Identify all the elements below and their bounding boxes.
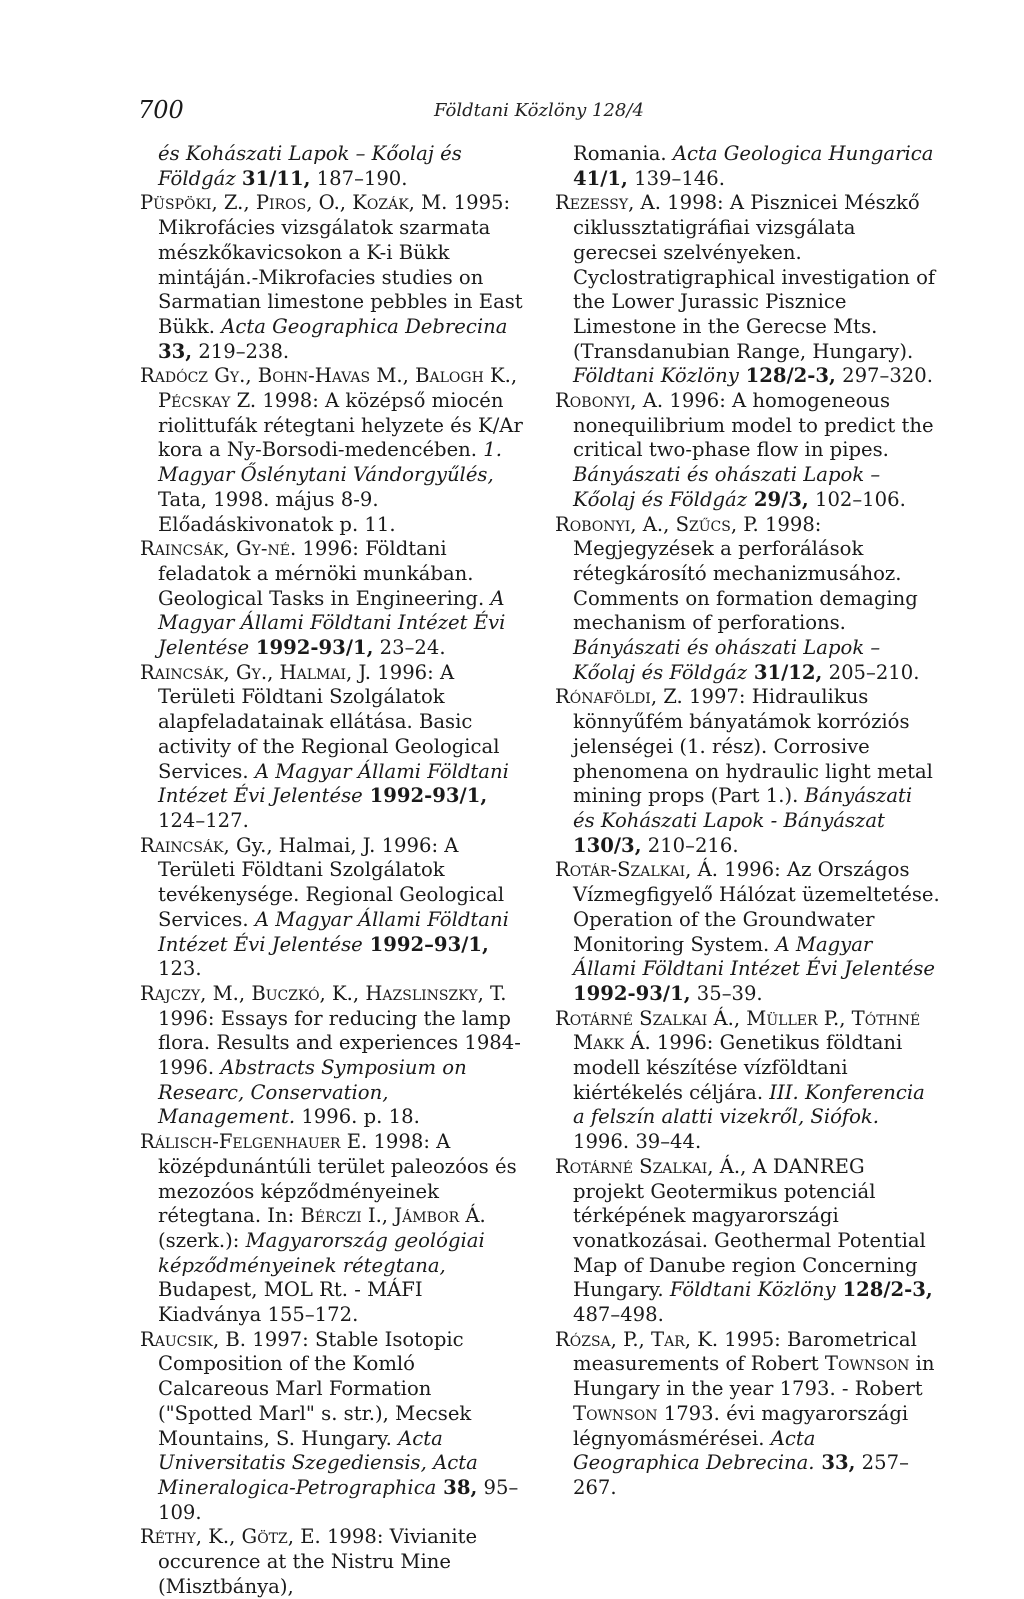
right-column: [555, 142, 940, 1501]
reference-text: 95–109.: [158, 1475, 519, 1524]
reference-text: 210–216.: [641, 833, 739, 857]
reference-entry: [140, 364, 525, 537]
reference-text: 1996: A homogeneous nonequilibrium model to predict the critical two-phase flow in pipes.: [573, 389, 934, 462]
reference-text: 124–127.: [158, 808, 249, 832]
reference-text: in Hungary in the year 1793. - Robert: [573, 1352, 935, 1401]
reference-entry: [140, 191, 525, 364]
reference-authors: Püspöki, Z., Piros, O., Kozák, M.: [140, 191, 448, 215]
reference-entry: [555, 1007, 940, 1155]
reference-text: 128/2-3,: [738, 364, 836, 388]
reference-text: 38,: [436, 1475, 478, 1499]
reference-source: Abstracts Symposium on Researc, Conservation, Management.: [158, 1056, 467, 1129]
reference-text: 1992-93/1,: [362, 784, 488, 808]
reference-authors: Townson: [824, 1352, 910, 1376]
reference-text: 1996: Földtani feladatok a mérnöki munkában. Geological Tasks in Engineering.: [158, 537, 491, 610]
reference-source: Bányászati és ohászati Lapok – Kőolaj és Földgáz: [573, 636, 881, 684]
reference-text: 1998: A Pisznicei Mészkő ciklussztatigráfiai vizsgálata gerecsei szelvényeken. Cyclostratigraphical investigation of the Lower Jurassic Pisznice Limestone in the Gerecse Mts. (Transdanubian Range, Hungary).: [573, 191, 936, 363]
reference-entry: [555, 1155, 940, 1328]
reference-text: 1995: Barometrical measurements of Robert: [573, 1327, 917, 1376]
reference-authors: Rotár-Szalkai, Á.: [555, 858, 718, 882]
reference-text: 1998: A középső miocén riolittufák rétegtani helyzete és K/Ar kora a Ny-Borsodi-medencében.: [158, 389, 523, 462]
reference-text: 33,: [158, 339, 193, 363]
reference-text: 1997: Stable Isotopic Composition of the Komló Calcareous Marl Formation ("Spotted Marl" s. str.), Mecsek Mountains, S. Hungary.: [158, 1327, 472, 1450]
reference-text: 1996: A Területi Földtani Szolgálatok alapfeladatainak ellátása. Basic activity of the Regional Geological Services.: [158, 660, 500, 783]
reference-text: 1998: Vivianite occurence at the Nistru Mine (Misztbánya),: [158, 1525, 478, 1598]
reference-text: 123.: [158, 957, 202, 981]
reference-source: Acta Geologica Hungarica: [672, 142, 934, 165]
reference-authors: Rózsa, P., Tar, K.: [555, 1327, 719, 1351]
reference-text: 187–190.: [310, 166, 408, 190]
reference-authors: Radócz Gy., Bohn-Havas M., Balogh K., Pécskay Z.: [140, 364, 518, 413]
reference-text: 1998: Megjegyzések a perforálások rétegkárosító mechanizmusához. Comments on formation demaging mechanism of perforations.: [573, 512, 918, 635]
reference-authors: Rotárné Szalkai, Á.,: [555, 1154, 747, 1178]
reference-text: 219–238.: [192, 339, 290, 363]
reference-source: Földtani Közlöny: [669, 1278, 836, 1302]
reference-authors: Rajczy, M., Buczkó, K., Hazslinszky, T.: [140, 981, 507, 1005]
reference-authors: Townson: [573, 1401, 658, 1425]
reference-text: 128/2-3,: [835, 1278, 933, 1302]
reference-text: (szerk.):: [158, 1228, 246, 1252]
reference-entry: [555, 685, 940, 858]
reference-source: 1. Magyar Őslénytani Vándorgyűlés,: [158, 438, 502, 487]
reference-entry: [140, 537, 525, 661]
reference-text: 1992-93/1,: [249, 636, 374, 660]
reference-text: 1996: Essays for reducing the lamp flora. Results and experiences 1984-1996.: [158, 1006, 521, 1080]
reference-text: 1793. évi magyarországi légnyomásmérései.: [573, 1401, 909, 1450]
reference-authors: Bérczi I., Jámbor Á.: [300, 1204, 486, 1228]
reference-entry: [140, 661, 525, 834]
reference-text: 1996: Genetikus földtani modell készítése vízföldtani kiértékelés céljára.: [573, 1031, 903, 1104]
reference-source: Acta Geographica Debrecina.: [573, 1426, 816, 1475]
reference-text: 1995: Mikrofácies vizsgálatok szarmata mészkőkavicsokon a K-i Bükk mintáján.-Mikrofacies studies on Sarmatian limestone pebbles in East Bükk.: [158, 191, 523, 338]
reference-authors: Rezessy, A.: [555, 191, 661, 215]
reference-text: 31/12,: [747, 660, 823, 684]
reference-text: 31/11,: [241, 166, 311, 190]
reference-text: 205–210.: [822, 660, 920, 684]
reference-text: Budapest, MOL Rt. - MÁFI Kiadványa 155–172.: [158, 1278, 423, 1327]
reference-text: 35–39.: [690, 981, 763, 1005]
reference-source: Bányászati és Kohászati Lapok - Bányászat: [573, 784, 913, 832]
reference-source: Földtani Közlöny: [573, 364, 739, 388]
reference-entry: [140, 834, 525, 982]
reference-source: Bányászati és ohászati Lapok – Kőolaj és Földgáz: [573, 463, 881, 511]
reference-text: 41/1,: [573, 166, 628, 190]
reference-text: 1996. 39–44.: [573, 1130, 702, 1154]
reference-authors: Robonyi, A., Szűcs, P.: [555, 512, 759, 536]
reference-authors: Raucsik, B.: [140, 1327, 247, 1351]
reference-source: Acta Geographica Debrecina: [221, 314, 508, 338]
reference-text: 139–146.: [627, 166, 725, 190]
reference-text: Tata, 1998. május 8-9. Előadáskivonatok p. 11.: [158, 487, 396, 536]
reference-text: 1992–93/1,: [362, 932, 489, 956]
reference-source: Acta Universitatis Szegediensis, Acta Mineralogica-Petrographica: [158, 1426, 478, 1499]
reference-entry: [140, 1328, 525, 1526]
reference-entry: [555, 389, 940, 513]
reference-text: 23–24.: [373, 636, 446, 660]
page-number: 700: [138, 96, 184, 124]
reference-text: 1998: A középdunántúli terület paleozóos és mezozóos képződményeinek rétegtana. In:: [158, 1130, 517, 1228]
reference-authors: Raincsák, Gy., Halmai, J.: [140, 660, 372, 684]
reference-text: 1996. p. 18.: [295, 1105, 420, 1129]
reference-continuation: [140, 142, 525, 191]
reference-source: A Magyar Állami Földtani Intézet Évi Jelentése: [158, 586, 506, 660]
reference-entry: [555, 858, 940, 1006]
reference-entry: [140, 982, 525, 1130]
reference-entry: [555, 191, 940, 389]
reference-authors: Réthy, K., Götz, E.: [140, 1525, 321, 1549]
reference-text: 1997: Hidraulikus könnyűfém bányatámok korróziós jelenségei (1. rész). Corrosive phenomena on hydraulic light metal mining props (Part 1.).: [573, 685, 933, 808]
reference-text: 29/3,: [747, 487, 809, 511]
reference-text: 487–498.: [573, 1303, 664, 1327]
reference-entry: [555, 1328, 940, 1501]
reference-text: 297–320.: [835, 364, 933, 388]
running-head: Földtani Közlöny 128/4: [434, 100, 644, 121]
reference-text: 33,: [814, 1451, 856, 1475]
reference-entry: [140, 1525, 525, 1599]
reference-continuation: [555, 142, 940, 191]
reference-authors: Raincsák, Gy-né.: [140, 537, 297, 561]
reference-source: és Kohászati Lapok – Kőolaj és Földgáz: [158, 142, 462, 190]
reference-authors: Rálisch-Felgenhauer E.: [140, 1130, 368, 1154]
reference-text: 257–267.: [573, 1451, 909, 1499]
reference-authors: Raincsák,: [140, 833, 230, 857]
page-header: [138, 96, 938, 130]
reference-entry: [140, 1130, 525, 1328]
reference-text: Gy., Halmai, J. 1996: A Területi Földtani Szolgálatok tevékenysége. Regional Geological Services.: [158, 833, 505, 931]
reference-source: A Magyar Állami Földtani Intézet Évi Jelentése: [158, 759, 509, 808]
reference-source: Magyarország geológiai képződményeinek rétegtana,: [158, 1228, 485, 1277]
reference-text: 130/3,: [573, 833, 642, 857]
reference-authors: Rotárné Szalkai Á., Müller P., Tóthné Makk Á.: [555, 1006, 921, 1055]
reference-source: A Magyar Állami Földtani Intézet Évi Jelentése: [158, 907, 509, 956]
reference-authors: Robonyi, A.: [555, 389, 664, 413]
reference-source: III. Konferencia a felszín alatti vizekről, Siófok.: [573, 1080, 925, 1129]
reference-entry: [555, 513, 940, 686]
reference-text: Romania.: [573, 142, 673, 165]
reference-text: 1992-93/1,: [573, 981, 691, 1005]
reference-authors: Rónaföldi, Z.: [555, 685, 683, 709]
reference-text: 102–106.: [808, 487, 906, 511]
left-column: [140, 142, 525, 1599]
reference-text: 1996: Az Országos Vízmegfigyelő Hálózat üzemeltetése. Operation of the Groundwater Monitoring System.: [573, 858, 940, 956]
reference-text: A DANREG projekt Geotermikus potenciál térképének magyarországi vonatkozásai. Geothermal Potential Map of Danube region Concerning Hungary.: [573, 1154, 926, 1302]
reference-source: A Magyar Állami Földtani Intézet Évi Jelentése: [573, 932, 936, 981]
